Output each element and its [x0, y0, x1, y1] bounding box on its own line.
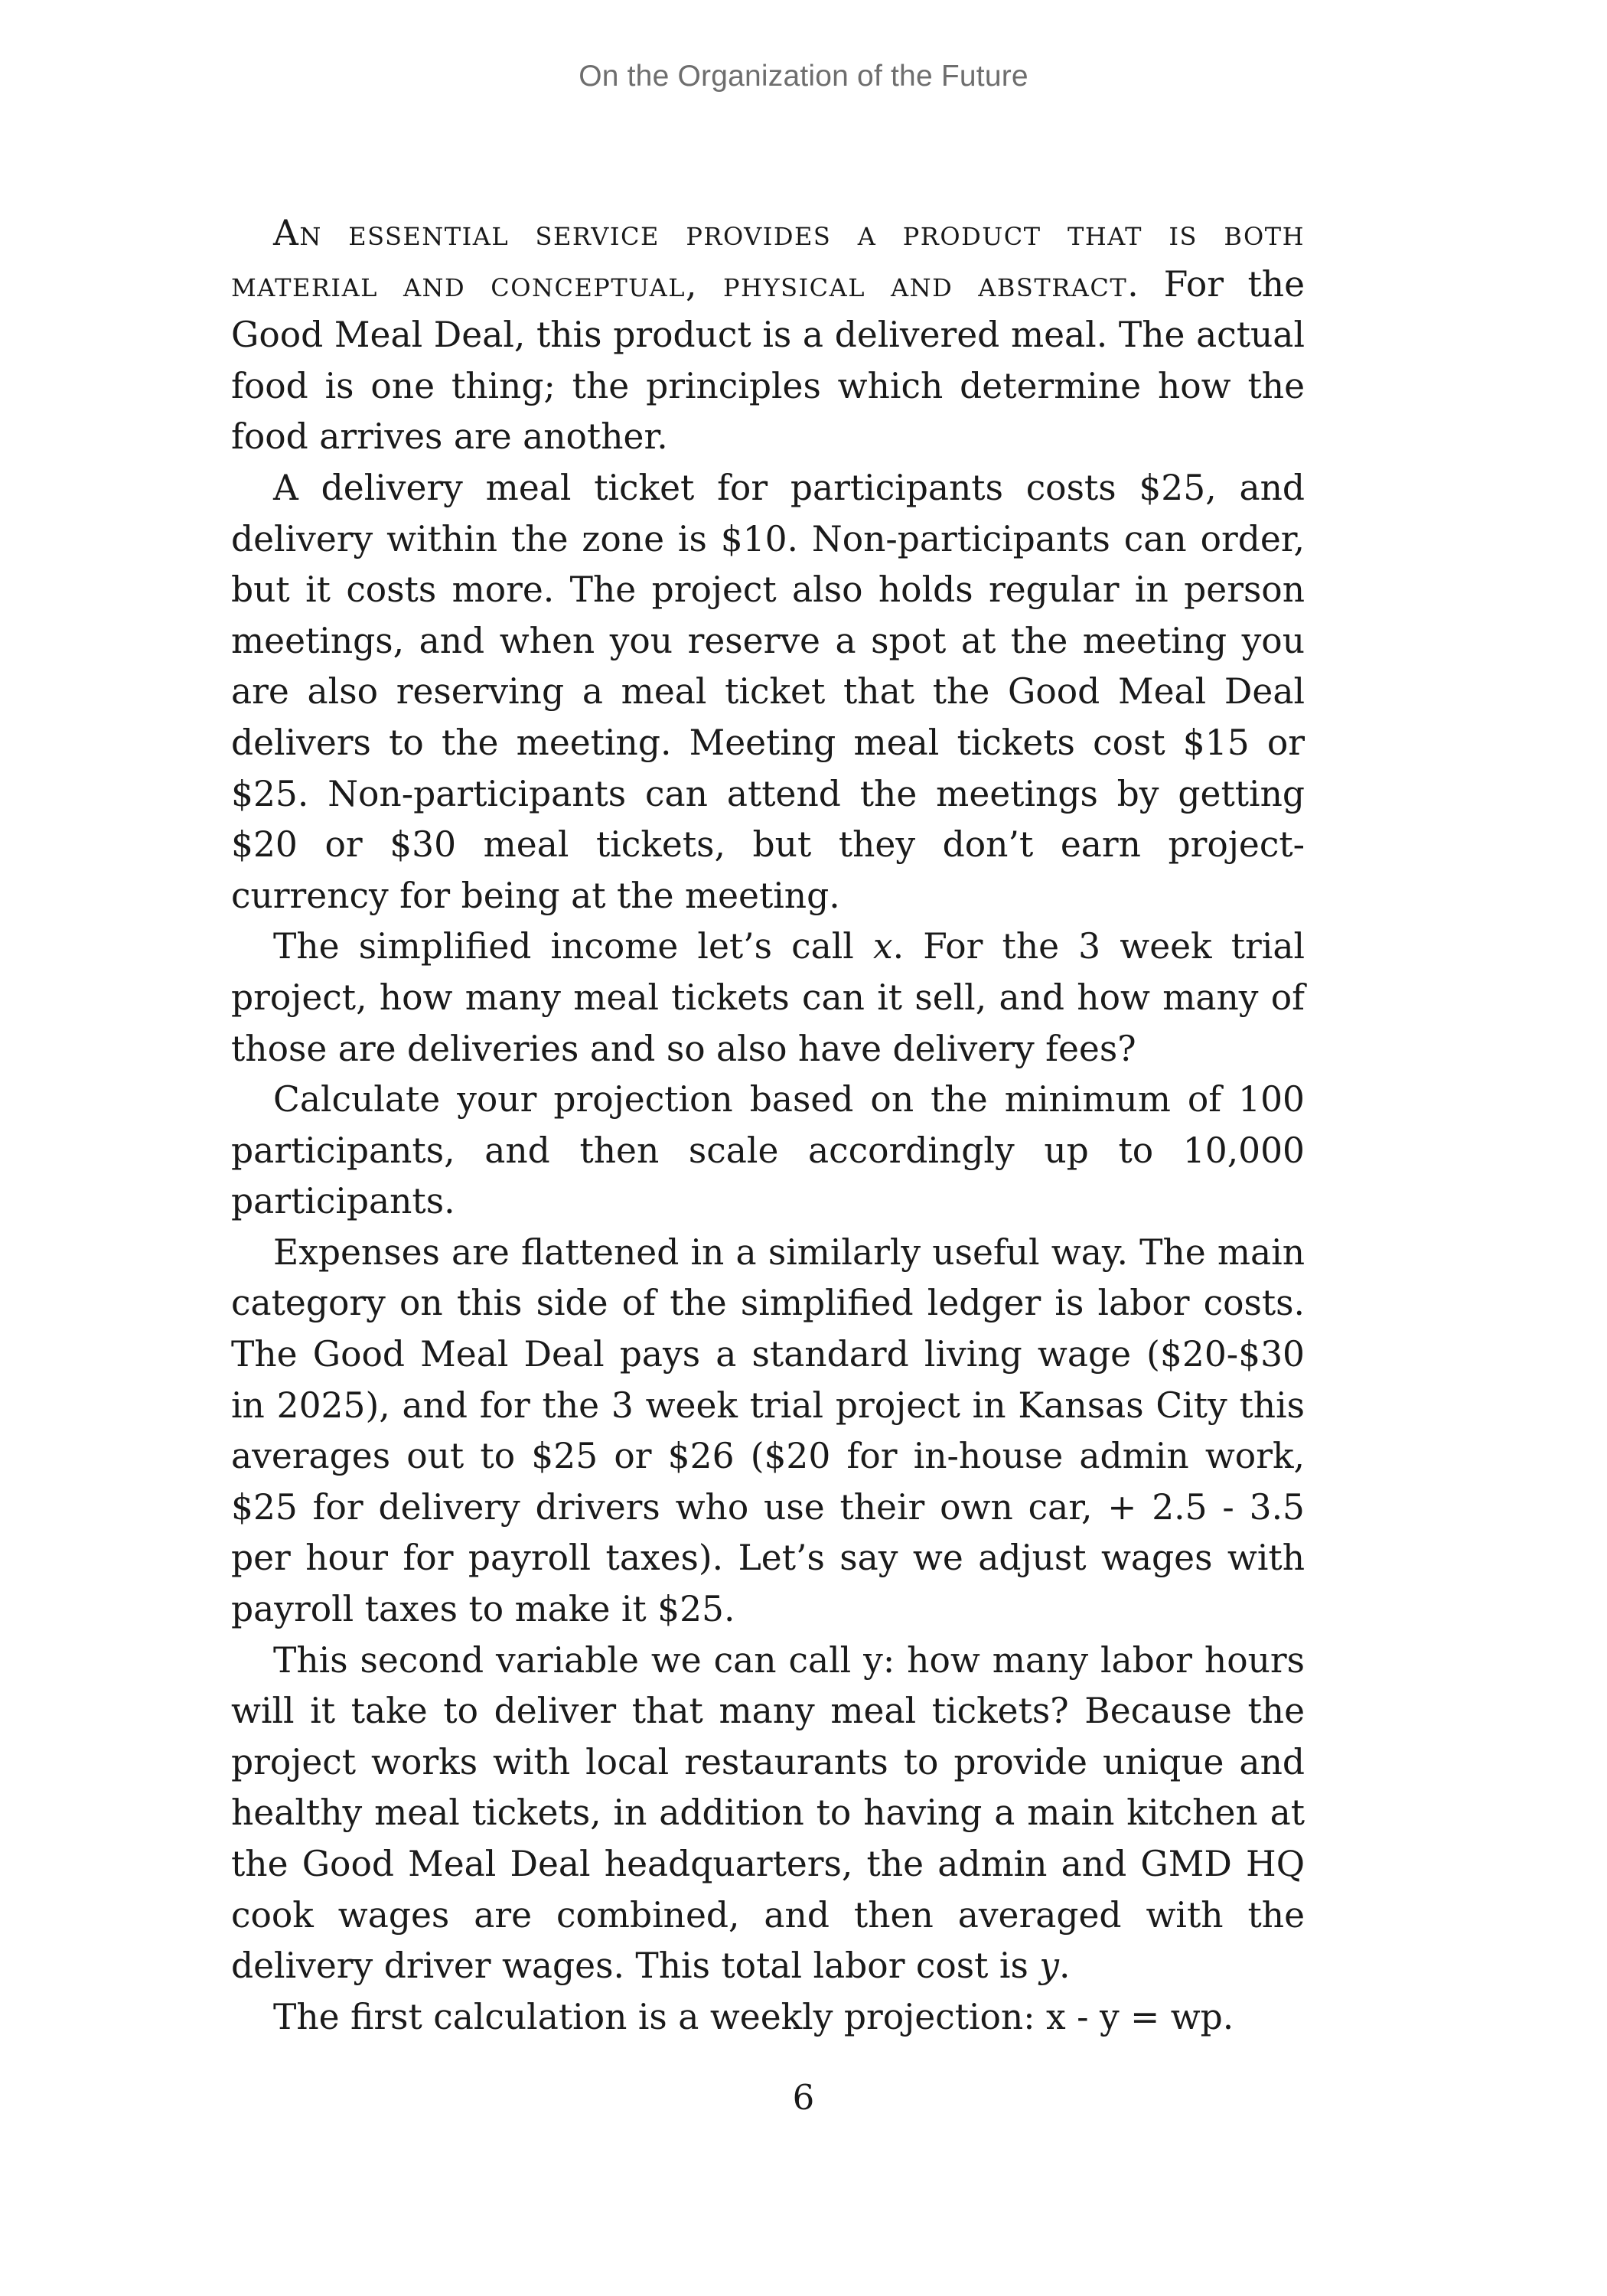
small-caps-lead-in: An essential service provides a product that is both material and conceptual, physical and abstract.	[231, 213, 1305, 305]
paragraph-5: Expenses are flattened in a similarly useful way. The main category on this side of the simplified ledger is labor costs. The Good Meal Deal pays a standard living wage ($20-$30 in 2025), and for the 3 week trial project in Kansas City this averages out to $25 or $26 ($20 for in-house admin work, $25 for delivery drivers who use their own car, + 2.5 - 3.5 per hour for payroll taxes). Let’s say we adjust wages with payroll taxes to make it $25.	[231, 1231, 1305, 1630]
paragraph-2: A delivery meal ticket for participants costs $25, and delivery within the zone is $10. Non-participants can order, but it costs more. The project also holds regular in person meetings, and when you reserve a spot at the meeting you are also reserving a meal ticket that the Good Meal Deal delivers to the meeting. Meeting meal tickets cost $15 or $25. Non-participants can attend the meetings by getting $20 or $30 meal tickets, but they don’t earn project-currency for being at the meeting.	[231, 467, 1305, 916]
variable-x: x	[872, 926, 893, 967]
paragraph-1	[231, 208, 1305, 463]
paragraph-6-text-a: This second variable we can call y: how many labor hours will it take to deliver that many meal tickets? Because the project works with local restaurants to provide unique and healthy meal tickets, in addition to having a main kitchen at the Good Meal Deal headquarters, the admin and GMD HQ cook wages are combined, and then averaged with the delivery driver wages. This total labor cost is	[231, 1639, 1305, 1987]
paragraph-3	[231, 921, 1305, 1075]
paragraph-3-text-b: . For the 3 week trial project, how many meal tickets can it sell, and how many of those are deliveries and so also have delivery fees?	[231, 926, 1305, 1069]
paragraph-6-text-b: .	[1058, 1945, 1071, 1987]
running-header: On the Organization of the Future	[579, 60, 1028, 93]
paragraph-7: The first calculation is a weekly projection: x - y = wp.	[273, 1996, 1234, 2037]
paragraph-6	[231, 1636, 1305, 1992]
paragraph-3-text-a: The simplified income let’s call	[273, 926, 873, 967]
page-number: 6	[792, 2077, 815, 2118]
paragraph-1-text: For the Good Meal Deal, this product is a delivered meal. The actual food is one thing; the principles which determine how the food arrives are another.	[231, 263, 1305, 458]
paragraph-4: Calculate your projection based on the minimum of 100 participants, and then scale accordingly up to 10,000 participants.	[231, 1079, 1305, 1222]
variable-y: y	[1039, 1945, 1059, 1987]
body-text	[231, 208, 1305, 2043]
